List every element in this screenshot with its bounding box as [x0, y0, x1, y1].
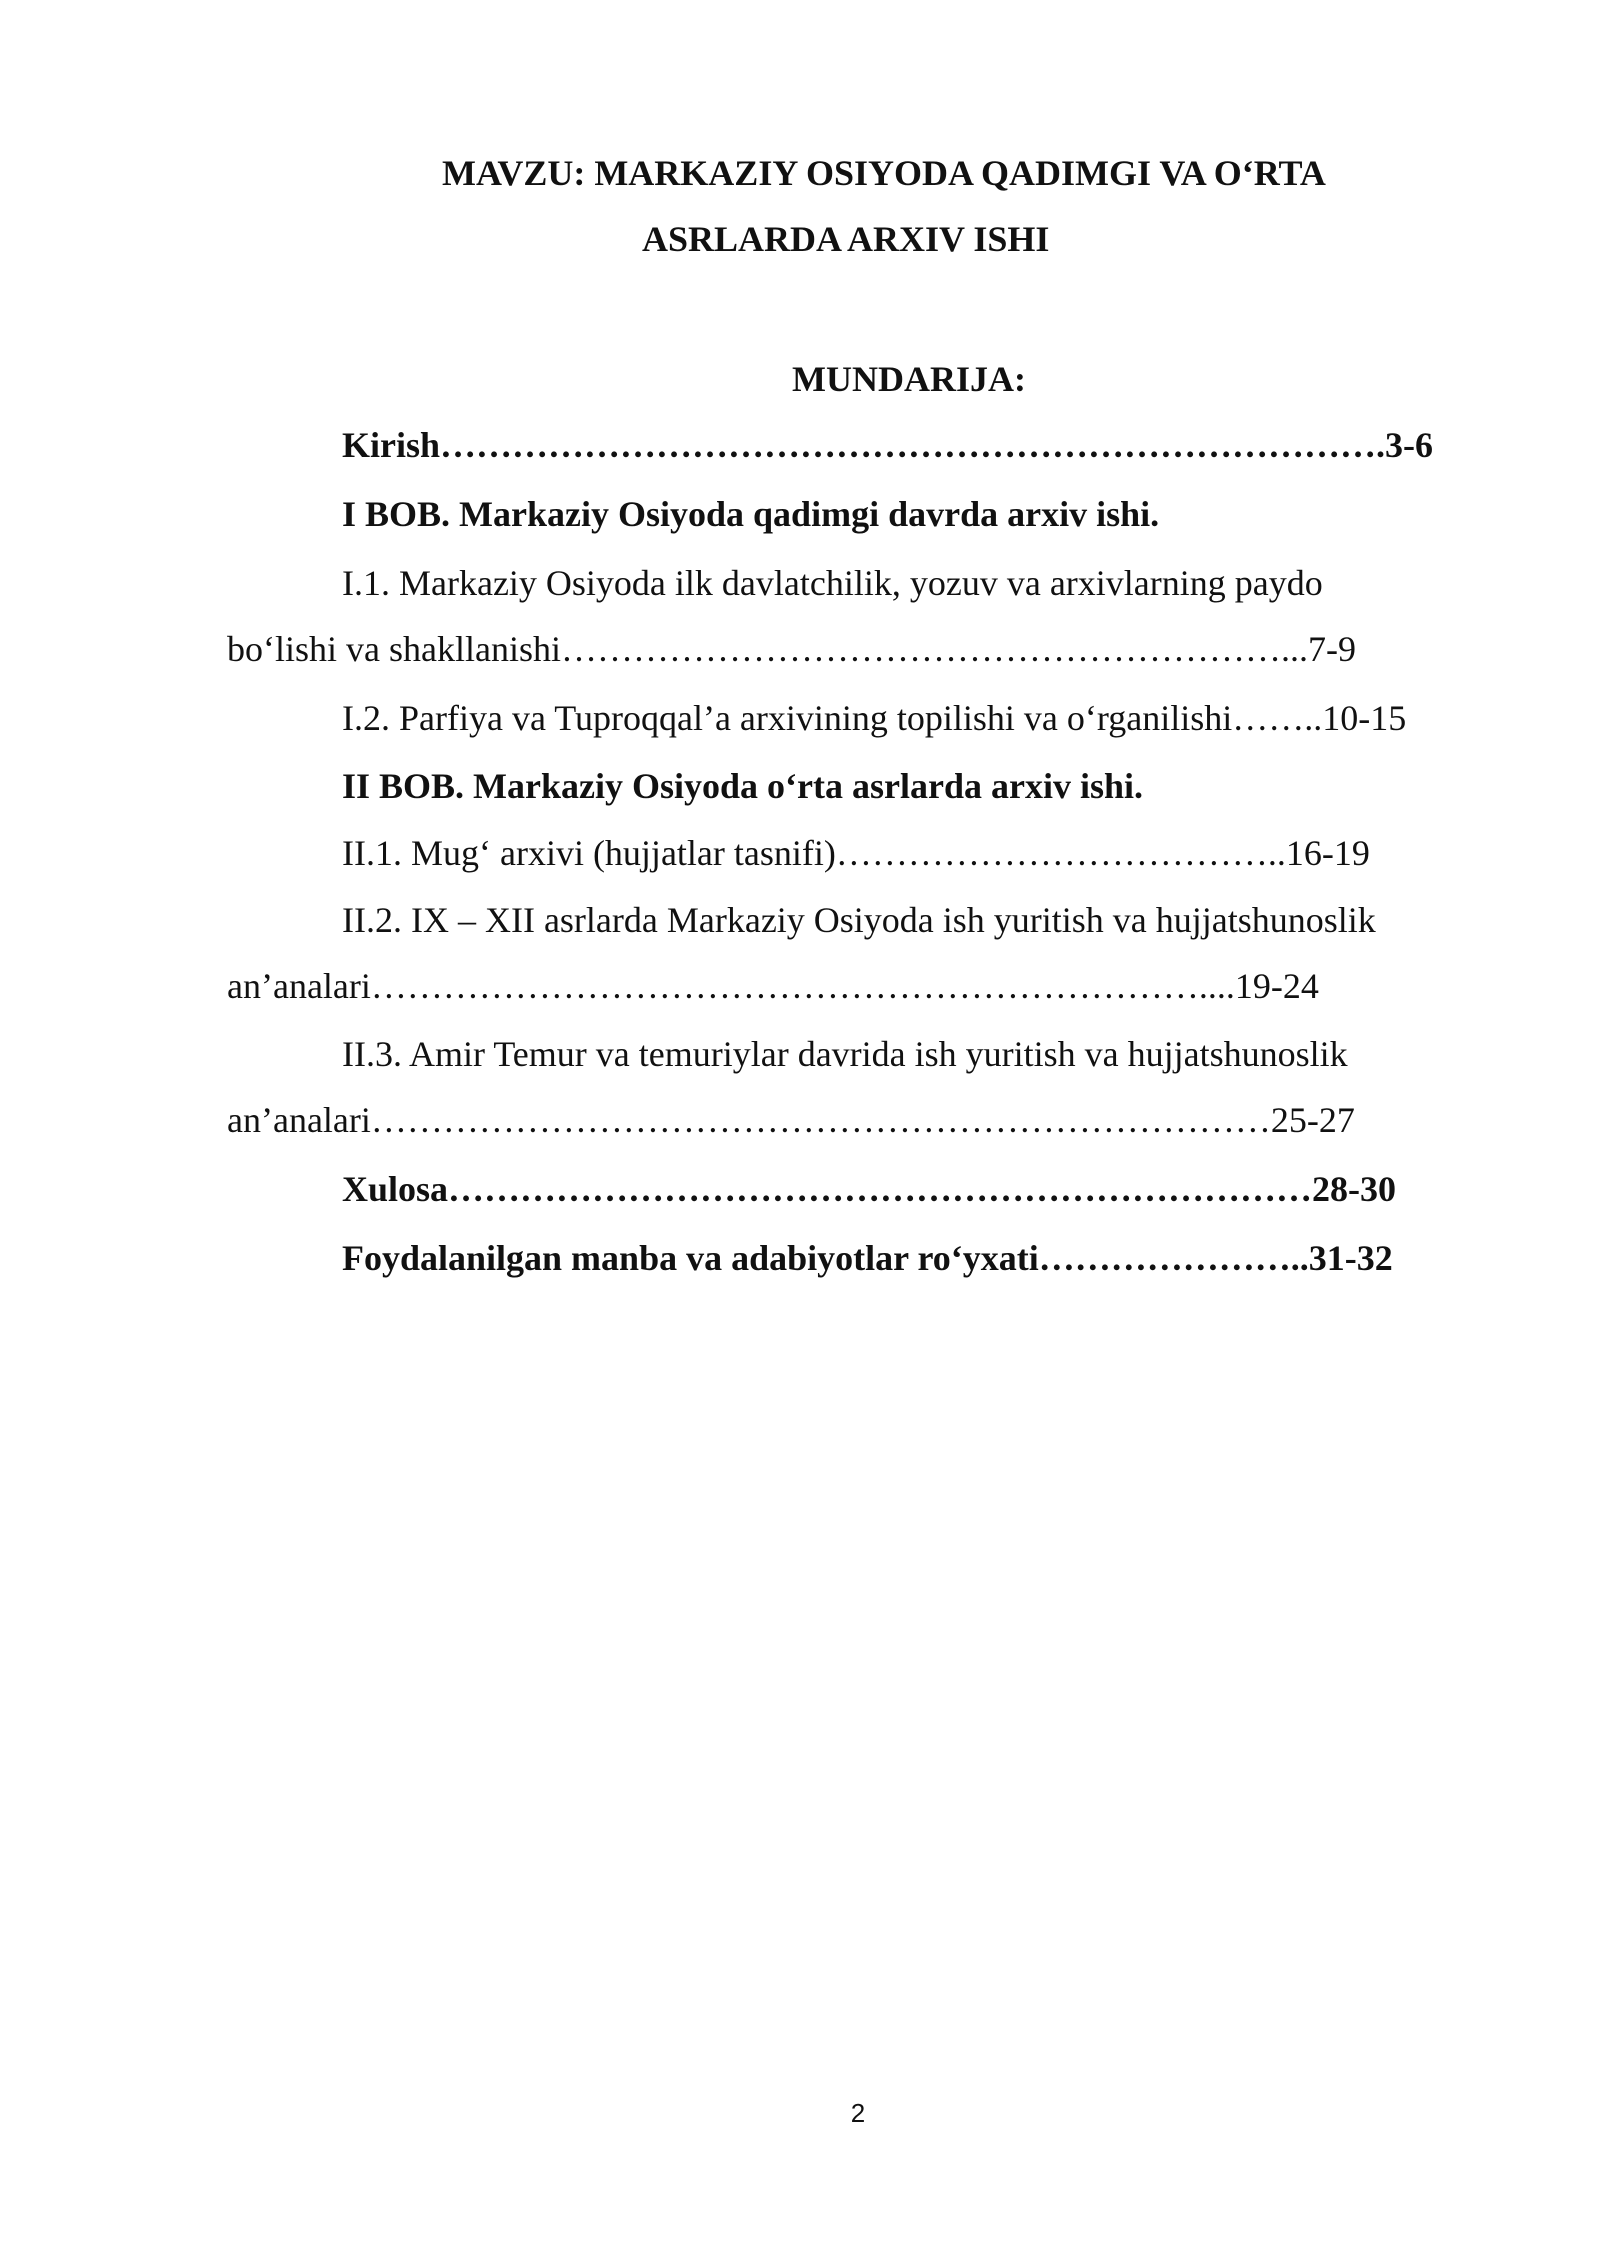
toc-entry-2-2-line-2: an’analari……………………………………………………………....19-24	[227, 966, 1319, 1006]
toc-heading: MUNDARIJA:	[792, 359, 1026, 399]
toc-chapter-2: II BOB. Markaziy Osiyoda o‘rta asrlarda arxiv ishi.	[342, 766, 1143, 806]
toc-entry-2-2-line-1: II.2. IX – XII asrlarda Markaziy Osiyoda ish yuritish va hujjatshunoslik	[342, 900, 1376, 940]
document-title-line-1: MAVZU: MARKAZIY OSIYODA QADIMGI VA O‘RTA	[442, 153, 1326, 193]
toc-entry-1-1-line-2: bo‘lishi va shakllanishi……………………………………………………...7-9	[227, 629, 1356, 669]
toc-entry-2-1: II.1. Mug‘ arxivi (hujjatlar tasnifi)………………………………..16-19	[342, 833, 1370, 873]
toc-entry-1-2: I.2. Parfiya va Tuproqqal’a arxivining topilishi va o‘rganilishi……..10-15	[342, 698, 1407, 738]
document-title-line-2: ASRLARDA ARXIV ISHI	[642, 219, 1050, 259]
toc-entry-2-3-line-2: an’analari…………………………………………………………………25-27	[227, 1100, 1355, 1140]
toc-entry-kirish: Kirish…………………………………………………………………….3-6	[342, 425, 1434, 465]
toc-entry-2-3-line-1: II.3. Amir Temur va temuriylar davrida ish yuritish va hujjatshunoslik	[342, 1034, 1348, 1074]
toc-entry-xulosa: Xulosa………………………………………………………………28-30	[342, 1169, 1397, 1209]
toc-chapter-1: I BOB. Markaziy Osiyoda qadimgi davrda arxiv ishi.	[342, 494, 1160, 534]
toc-entry-1-1-line-1: I.1. Markaziy Osiyoda ilk davlatchilik, yozuv va arxivlarning paydo	[342, 563, 1323, 603]
page-number: 2	[850, 2098, 866, 2128]
toc-entry-adabiyotlar: Foydalanilgan manba va adabiyotlar ro‘yxati…………………..31-32	[342, 1238, 1393, 1278]
